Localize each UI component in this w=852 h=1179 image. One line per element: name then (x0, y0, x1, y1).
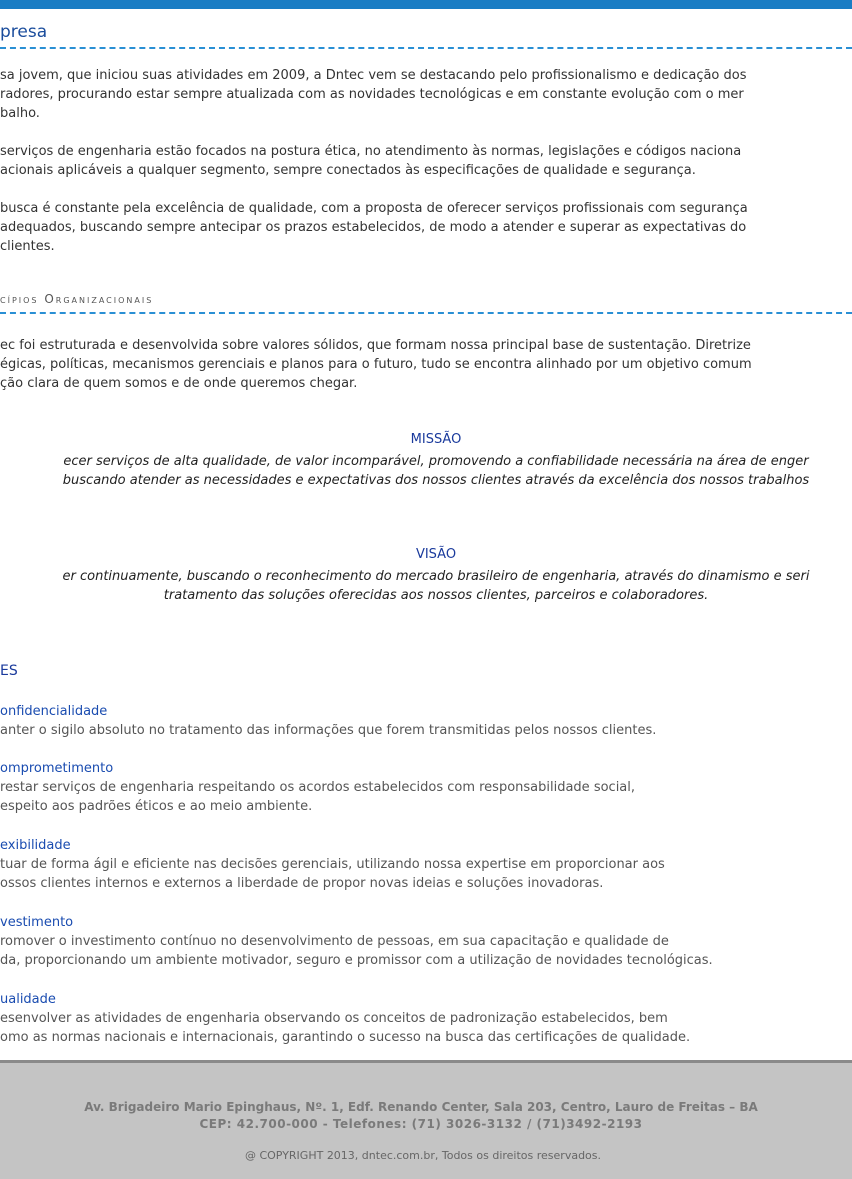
value-item-qualidade: ualidade esenvolver as atividades de engenharia observando os conceitos de padronização estabelecidos, bem omo as normas nacionais e internacionais, garantindo o sucesso na busca das certificações de qualidade. (0, 992, 691, 1045)
mission-title: MISSÃO (410, 432, 462, 447)
value-item-comprometimento: omprometimento restar serviços de engenharia respeitando os acordos estabelecidos com responsabilidade social, espeito aos padrões éticos e ao meio ambiente. (0, 761, 636, 814)
principles-divider (0, 312, 852, 314)
vision-text: er continuamente, buscando o reconhecimento do mercado brasileiro de engenharia, através do dinamismo e seri tratamento das soluções oferecidas aos nossos clientes, parceiros e colaboradores. (62, 569, 810, 603)
value-item-confidencialidade: onfidencialidade anter o sigilo absoluto no tratamento das informações que forem transmitidas pelos nossos clientes. (0, 704, 657, 738)
vision-title: VISÃO (415, 547, 457, 562)
value-item-flexibilidade: exibilidade tuar de forma ágil e eficiente nas decisões gerenciais, utilizando nossa expertise em proporcionar aos ossos clientes internos e externos a liberdade de propor novas ideias e soluções inovadoras. (0, 838, 665, 891)
heading-divider (0, 47, 852, 49)
company-heading: presa (0, 22, 48, 42)
mission-text: ecer serviços de alta qualidade, de valor incomparável, promovendo a confiabilidade necessária na área de enger buscando atender as necessidades e expectativas dos nossos clientes através da excelência dos nossos trabalhos (62, 454, 810, 488)
company-paragraph-1: sa jovem, que iniciou suas atividades em 2009, a Dntec vem se destacando pelo profissionalismo e dedicação dos radores, procurando estar sempre atualizada com as novidades tecnológicas e em constante evolução com o mer balho. (0, 68, 747, 121)
footer-address: Av. Brigadeiro Mario Epinghaus, Nº. 1, Edf. Renando Center, Sala 203, Centro, Lauro de Freitas – BA (84, 1100, 758, 1114)
company-paragraph-2: serviços de engenharia estão focados na postura ética, no atendimento às normas, legislações e códigos naciona acionais aplicáveis a qualquer segmento, sempre conectados às especificações de qualidade e segurança. (0, 144, 742, 178)
values-heading: ES (0, 663, 18, 679)
footer-copyright: @ COPYRIGHT 2013, dntec.com.br, Todos os direitos reservados. (244, 1149, 602, 1162)
principles-heading: cípios Organizacionais (0, 292, 154, 306)
company-paragraph-3: busca é constante pela excelência de qualidade, com a proposta de oferecer serviços profissionais com segurança adequados, buscando sempre antecipar os prazos estabelecidos, de modo a atender e superar as expectativas do clientes. (0, 201, 748, 254)
footer (0, 1060, 852, 1179)
principles-paragraph: ec foi estruturada e desenvolvida sobre valores sólidos, que formam nossa principal base de sustentação. Diretrize égicas, políticas, mecanismos gerenciais e planos para o futuro, tudo se encontra alinhado por um objetivo comum ção clara de quem somos e de onde queremos chegar. (0, 338, 752, 391)
footer-contact: CEP: 42.700-000 - Telefones: (71) 3026-3132 / (71)3492-2193 (199, 1117, 643, 1131)
value-item-investimento: vestimento romover o investimento contínuo no desenvolvimento de pessoas, em sua capacitação e qualidade de da, proporcionando um ambiente motivador, seguro e promissor com a utilização de novidades tecnológicas. (0, 915, 713, 968)
